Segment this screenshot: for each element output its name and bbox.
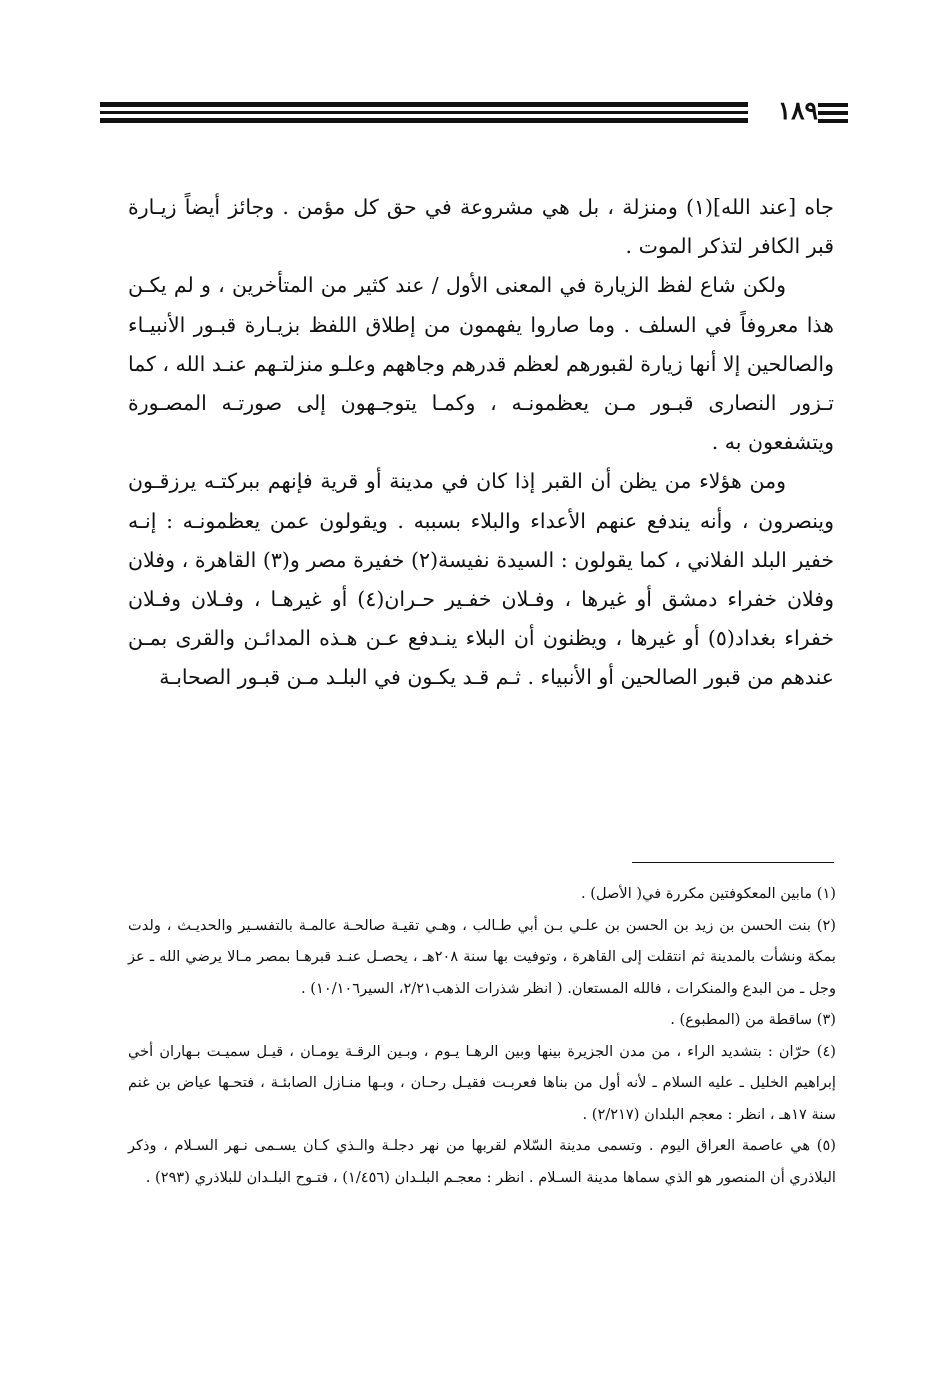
- main-paragraph: ومن هؤلاء من يظن أن القبر إذا كان في مدينة أو قرية فإنهم ببركتـه يرزقـون وينصرون ، وأنه يندفع عنهم الأعداء والبلاء بسببه . ويقولون عمن يعظمونـه : إنـه خفير البلد الفلاني ، كما يقولون : السيدة نفيسة(٢) خفيرة مصر و(٣) القاهرة ، وفلان وفلان خفراء دمشق أو غيرها ، وفـلان خفـير حـران(٤) أو غيرهـا ، وفـلان وفـلان خفراء بغداد(٥) أو غيرها ، ويظنون أن البلاء ينـدفع عـن هـذه المدائـن والقرى بمـن عندهم من قبور الصالحين أو الأنبياء . ثـم قـد يكـون في البلـد مـن قبـور الصحابـة: [128, 469, 835, 690]
- footnote-4: (٤) حرّان : بتشديد الراء ، من مدن الجزيرة بينها وبين الرهـا يـوم ، وبـين الرقـة يومـان ، قيـل سميـت بـهاران أخي إبراهيم الخليل ـ عليه السلام ـ لأنه أول من بناها فعربـت فقيـل رحـان ، وبـها منـازل الصابئـة ، فتحـها عياض بن غنم سنة ١٧هـ ، انظر : معجم البلدان (٢/٢١٧) .: [128, 1042, 836, 1123]
- page-number-bar-middle: [818, 111, 848, 115]
- footnote-1: (١) مابين المعكوفتين مكررة في( الأصل) .: [581, 885, 836, 902]
- page-number: ١٨٩: [777, 96, 818, 125]
- main-paragraph: جاه [عند الله](١) ومنزلة ، بل هي مشروعة في حق كل مؤمن . وجائز أيضاً زيـارة قبر الكافر لتذكر الموت .: [128, 195, 834, 259]
- main-paragraph: ولكن شاع لفظ الزيارة في المعنى الأول / عند كثير من المتأخرين ، و لم يكـن هذا معروفاً في السلف . وما صاروا يفهمون من إطلاق اللفظ بزيـارة قبـور الأنبيـاء والصالحين إلا أنها زيارة لقبورهم لعظم قدرهم وجاههم وعلـو منزلتـهم عنـد الله ، كما تـزور النصارى قبـور مـن يعظمونـه ، وكمـا يتوجـهون إلى صورتـه المصـورة ويتشفعون به .: [128, 273, 834, 455]
- footnote-5: (٥) هي عاصمة العراق اليوم . وتسمى مدينة السّلام لقربها من نهر دجلـة والـذي كـان يسـمى نـهر السـلام ، وذكر البلاذري أن المنصور هو الذي سماها مدينة السـلام . انظر : معجـم البلـدان (١/٤٥٦) ، فتـوح البلـدان للبلاذري (٢٩٣) .: [128, 1137, 836, 1186]
- footnote-2: (٢) بنت الحسن بن زيد بن الحسن بن علـي بـن أبي طـالب ، وهـي تقيـة صالحـة عالمـة بالتفسـير والحديـث ، ولدت بمكة ونشأت بالمدينة ثم انتقلت إلى القاهرة ، وتوفيت بها سنة ٢٠٨هـ ، يحصـل عنـد قبرهـا بمصر مـالا يرضي الله ـ عز وجل ـ من البدع والمنكرات ، فالله المستعان. ( انظر شذرات الذهب٢/٢١، السير١٠/١٠٦) .: [128, 916, 836, 997]
- header-rule-bottom: [100, 118, 748, 123]
- footnote-3: (٣) ساقطة من (المطبوع) .: [670, 1011, 836, 1028]
- page-number-bar-top: [818, 103, 848, 107]
- footnotes: [128, 878, 836, 1193]
- page-header: [100, 96, 848, 130]
- main-text: [128, 188, 834, 698]
- footnote-separator: [632, 862, 834, 863]
- page-number-bar-bottom: [818, 119, 848, 123]
- header-rule-middle: [100, 111, 748, 114]
- header-rule-top: [100, 102, 748, 107]
